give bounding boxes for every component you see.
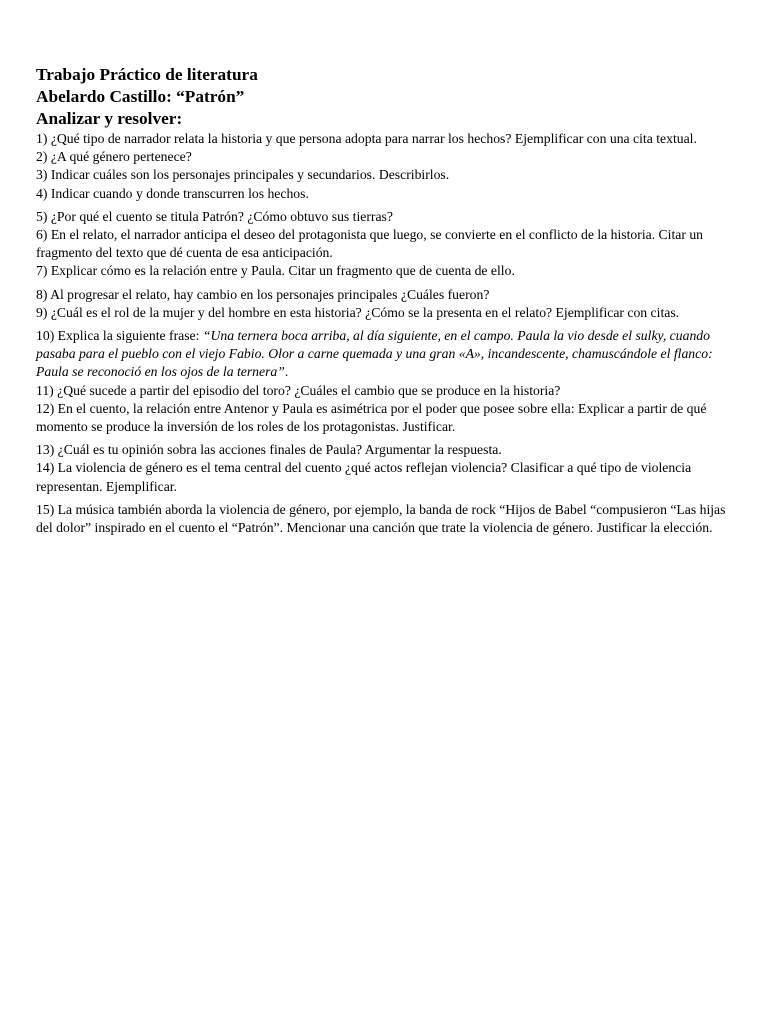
question-10-suffix: . (284, 364, 289, 380)
question-12: 12) En el cuento, la relación entre Antenor y Paula es asimétrica por el poder que posee sobre ella: Explicar a partir de qué momento se produce la inversión de los roles de los protagonistas. Justificar. (36, 400, 707, 435)
question-group-1 (36, 130, 736, 203)
question-3: 3) Indicar cuáles son los personajes principales y secundarios. Describirlos. (36, 167, 450, 183)
question-group-5 (36, 441, 736, 496)
question-10 (36, 327, 736, 382)
question-7: 7) Explicar cómo es la relación entre y Paula. Citar un fragmento que de cuenta de ello. (36, 263, 515, 279)
question-10-prefix: 10) Explica la siguiente frase: (36, 328, 203, 344)
question-1: 1) ¿Qué tipo de narrador relata la historia y que persona adopta para narrar los hechos? Ejemplificar con una cita textual. (36, 131, 697, 146)
question-6: 6) En el relato, el narrador anticipa el deseo del protagonista que luego, se convierte en el conflicto de la historia. Citar un fragmento del texto que dé cuenta de esa anticipación. (36, 227, 704, 261)
question-group-4 (36, 327, 736, 436)
question-2: 2) ¿A qué género pertenece? (36, 149, 192, 165)
question-15: 15) La música también aborda la violencia de género, por ejemplo, la banda de rock “Hijos de Babel “compusieron “Las hijas del dolor” inspirado en el cuento el “Patrón”. Mencionar una canción que trate la violencia de género. Justificar la elección. (36, 501, 726, 536)
question-14: 14) La violencia de género es el tema central del cuento ¿qué actos reflejan violencia? Clasificar a qué tipo de violencia representan. Ejemplificar. (36, 460, 692, 494)
document-subtitle: Abelardo Castillo: “Patrón” (36, 87, 245, 106)
question-9: 9) ¿Cuál es el rol de la mujer y del hombre en esta historia? ¿Cómo se la presenta en el relato? Ejemplificar con citas. (36, 304, 680, 320)
question-11: 11) ¿Qué sucede a partir del episodio del toro? ¿Cuáles el cambio que se produce en la historia? (36, 382, 561, 398)
question-group-3 (36, 286, 736, 322)
question-group-2 (36, 208, 736, 281)
instructions-heading: Analizar y resolver: (36, 109, 183, 128)
question-5: 5) ¿Por qué el cuento se titula Patrón? ¿Cómo obtuvo sus tierras? (36, 208, 393, 224)
question-group-6 (36, 501, 736, 537)
question-8: 8) Al progresar el relato, hay cambio en los personajes principales ¿Cuáles fueron? (36, 286, 490, 302)
question-10-quote: “Una ternera boca arriba, al día siguiente, en el campo. Paula la vio desde el sulky, cuando pasaba para el pueblo con el viejo Fabio. Olor a carne quemada y una gran «A», incandescente, chamuscándole el flanco: Paula se reconoció en los ojos de la ternera” (36, 328, 713, 380)
question-13: 13) ¿Cuál es tu opinión sobra las acciones finales de Paula? Argumentar la respuesta. (36, 442, 502, 458)
document-page (36, 64, 736, 537)
document-title: Trabajo Práctico de literatura (36, 65, 258, 84)
question-4: 4) Indicar cuando y donde transcurren los hechos. (36, 185, 309, 201)
